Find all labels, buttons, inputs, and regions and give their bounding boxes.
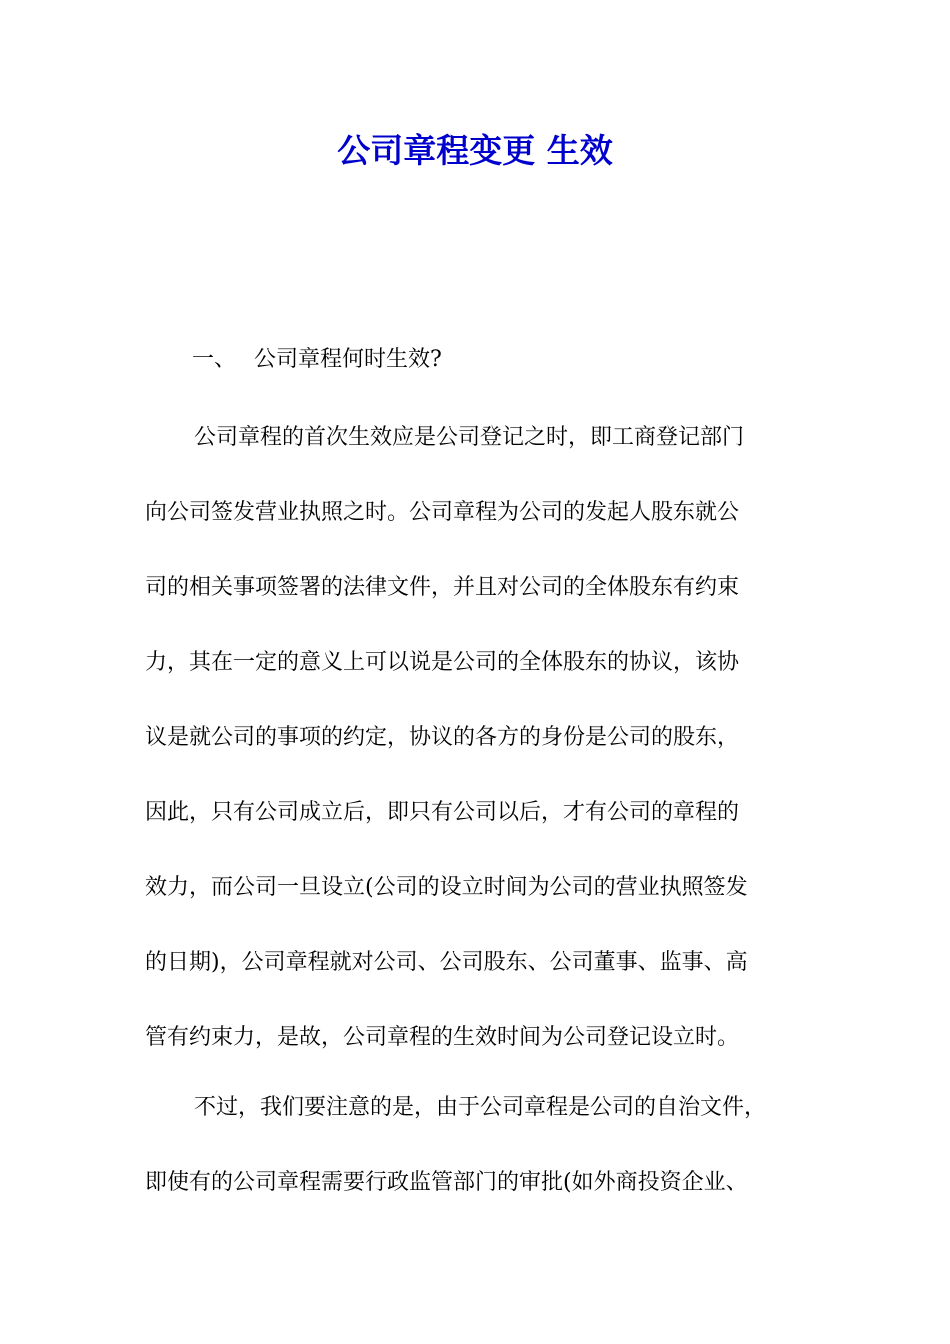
paragraph-line: 管有约束力，是故，公司章程的生效时间为公司登记设立时。 xyxy=(145,1025,740,1050)
paragraph-line: 公司章程的首次生效应是公司登记之时，即工商登记部门 xyxy=(194,425,745,450)
paragraph-line: 不过，我们要注意的是，由于公司章程是公司的自治文件， xyxy=(194,1095,767,1120)
document-title: 公司章程变更 生效 xyxy=(337,131,613,170)
section-number: 一、 xyxy=(192,347,237,372)
paragraph-line: 的日期)，公司章程就对公司、公司股东、公司董事、监事、高 xyxy=(145,950,748,975)
paragraph-line: 议是就公司的事项的约定，协议的各方的身份是公司的股东， xyxy=(145,725,740,750)
paragraph-line: 效力，而公司一旦设立(公司的设立时间为公司的营业执照签发 xyxy=(145,875,748,900)
paragraph-1 xyxy=(145,400,825,1075)
paragraph-line: 司的相关事项签署的法律文件，并且对公司的全体股东有约束 xyxy=(145,575,740,600)
paragraph-2 xyxy=(145,1070,825,1220)
section-heading-text: 公司章程何时生效? xyxy=(254,347,442,372)
section-heading xyxy=(192,340,442,380)
paragraph-line: 向公司签发营业执照之时。公司章程为公司的发起人股东就公 xyxy=(145,500,740,525)
paragraph-line: 因此，只有公司成立后，即只有公司以后，才有公司的章程的 xyxy=(145,800,740,825)
paragraph-line: 即使有的公司章程需要行政监管部门的审批(如外商投资企业、 xyxy=(145,1170,748,1195)
paragraph-line: 力，其在一定的意义上可以说是公司的全体股东的协议，该协 xyxy=(145,650,740,675)
